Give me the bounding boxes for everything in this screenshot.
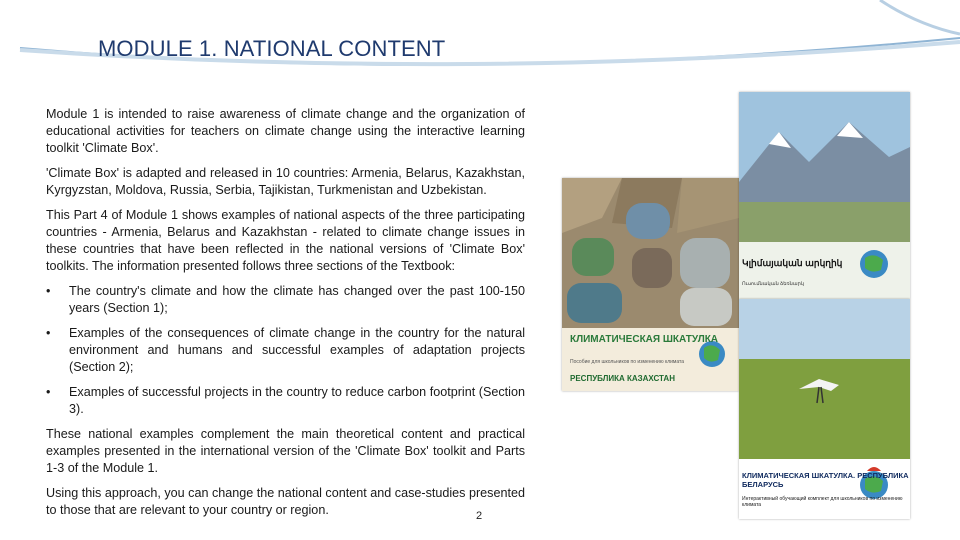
belarus-cover-image [739,299,910,519]
complement-paragraph: These national examples complement the main theoretical content and practical examples presented in the international version of the 'Climate Box' toolkit and Parts 1-3 of the Module 1. [46,427,525,475]
bullet-text: The country's climate and how the climate has changed over the past 100-150 years (Section 1); [69,284,525,315]
bullet-text: Examples of the consequences of climate change in the country for the natural environment and humans and successful examples of adaptation projects (Section 2); [69,326,525,374]
bullet-text: Examples of successful projects in the country to reduce carbon footprint (Section 3). [69,385,525,416]
bullet-marker: • [46,284,51,298]
page-number: 2 [476,510,483,522]
kazakhstan-cover-title: КЛИМАТИЧЕСКАЯ ШКАТУЛКА [570,334,719,345]
belarus-cover-title: КЛИМАТИЧЕСКАЯ ШКАТУЛКА. РЕСПУБЛИКА БЕЛАРУСЬ [742,471,909,489]
adapted-paragraph: 'Climate Box' is adapted and released in 10 countries: Armenia, Belarus, Kazakhstan, Kyrgyzstan, Moldova, Russia, Serbia, Tajikistan, Turkmenistan and Uzbekistan. [46,166,525,197]
armenia-cover-title: Կլիմայական արկղիկ [742,258,843,268]
kazakhstan-cover-image [562,178,739,391]
body-text [46,106,525,527]
slide-title: MODULE 1. NATIONAL CONTENT [98,36,446,61]
list-item [46,384,525,418]
bullet-marker: • [46,326,51,340]
belarus-cover-subtitle: Интерактивный обучающий комплект для школьников по изменению климата [742,496,903,508]
approach-paragraph: Using this approach, you can change the national content and case-studies presented to those that are relevant to your country or region. [46,486,525,517]
armenia-cover-subtitle: Ուսումնական ձեռնարկ [742,281,804,287]
sections-list [46,283,525,418]
list-item [46,283,525,317]
armenia-cover-image [739,92,910,299]
intro-paragraph: Module 1 is intended to raise awareness of climate change and the organization of educational activities for teachers on climate change using the interactive learning toolkit 'Climate Box'. [46,107,525,155]
bullet-marker: • [46,385,51,399]
kazakhstan-cover-subtitle: Пособие для школьников по изменению климата [570,359,685,365]
list-item [46,325,525,376]
part4-paragraph: This Part 4 of Module 1 shows examples of national aspects of the three participating countries - Armenia, Belarus and Kazakhstan - related to climate change issues in these countries that have been reflected in the national versions of 'Climate Box' toolkits. The information presented follows three sections of the Textbook: [46,208,525,273]
kazakhstan-cover-country: РЕСПУБЛИКА КАЗАХСТАН [570,374,675,383]
